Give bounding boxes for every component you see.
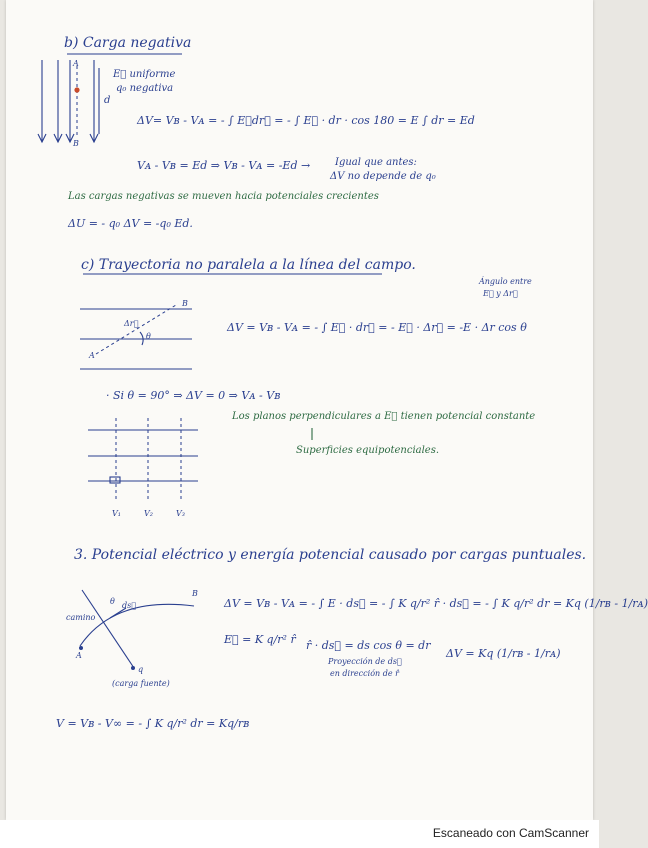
angle-note-2: E⃗ y Δr⃗ (483, 289, 518, 298)
note-b-1: Igual que antes: (335, 157, 417, 168)
point-a-label-3: A (76, 651, 82, 660)
green-statement-2: Superficies equipotenciales. (296, 445, 440, 456)
green-statement-1: Los planos perpendiculares a E⃗ tienen potencial constante (232, 411, 536, 422)
scan-footer (0, 820, 599, 848)
equation-3-4: ΔV = Kq (1/rʙ - 1/rᴀ) (446, 647, 561, 660)
angle-note-1: Ángulo entre (479, 277, 532, 286)
equation-b-1: ΔV= Vʙ - Vᴀ = - ∫ E⃗dr⃗ = - ∫ E⃗ · dr · cos 180 = E ∫ dr = Ed (137, 114, 475, 127)
projection-note-1: Proyección de ds⃗ (328, 657, 402, 666)
equation-3-1: ΔV = Vʙ - Vᴀ = - ∫ E · ds⃗ = - ∫ K q/r² r̂ · ds⃗ = - ∫ K q/r² dr = Kq (1/rʙ - 1/rᴀ) (224, 597, 648, 610)
v1-label: V₁ (112, 509, 121, 518)
source-charge-label: q (138, 665, 144, 674)
equation-b-3: ΔU = - q₀ ΔV = -q₀ Ed. (68, 217, 193, 230)
negative-charge (74, 87, 79, 92)
note-b-2: ΔV no depende de q₀ (330, 171, 436, 182)
section-b-title: b) Carga negativa (64, 35, 192, 51)
path-curve (80, 601, 194, 646)
equation-3-2: E⃗ = K q/r² r̂ (224, 633, 296, 646)
distance-label: d (104, 95, 111, 106)
equation-3-5: V = Vʙ - V∞ = - ∫ K q/r² dr = Kq/rʙ (56, 717, 250, 730)
v3-label: V₃ (176, 509, 185, 518)
field-uniform-label: E⃗ uniforme (113, 69, 176, 80)
dr-label: Δr⃗ (124, 319, 139, 328)
point-a-label: A (73, 59, 79, 68)
charge-negative-label: q₀ negativa (116, 83, 174, 94)
section-3-title: 3. Potencial eléctrico y energía potencial causado por cargas puntuales. (74, 547, 587, 563)
point-a-label-c: A (89, 351, 95, 360)
projection-note-2: en dirección de r̂ (330, 669, 399, 678)
equation-b-2: Vᴀ - Vʙ = Ed ⇒ Vʙ - Vᴀ = -Ed → (137, 159, 311, 172)
point-b-label-c: B (182, 299, 188, 308)
point-b-label: B (73, 139, 79, 148)
ds-label: ds⃗ (122, 601, 137, 610)
theta-label-c: θ (146, 332, 151, 341)
v2-label: V₂ (144, 509, 153, 518)
equation-c-1: ΔV = Vʙ - Vᴀ = - ∫ E⃗ · dr⃗ = - E⃗ · Δr⃗ = -E · Δr cos θ (227, 321, 527, 334)
point-b-label-3: B (192, 589, 198, 598)
notebook-page (6, 0, 648, 820)
source-charge-note: (carga fuente) (112, 679, 170, 688)
equation-c-2: · Si θ = 90° ⇒ ΔV = 0 ⇒ Vᴀ - Vʙ (106, 389, 281, 402)
equation-3-3: r̂ · ds⃗ = ds cos θ = dr (306, 639, 431, 652)
displacement-dash (96, 305, 176, 354)
theta-label-3: θ (110, 597, 115, 606)
scanner-watermark: Escaneado con CamScanner (432, 826, 589, 840)
conclusion-b: Las cargas negativas se mueven hacia potenciales crecientes (68, 191, 379, 202)
path-label: camino (66, 613, 96, 622)
section-c-title: c) Trayectoria no paralela a la línea del campo. (81, 257, 416, 273)
